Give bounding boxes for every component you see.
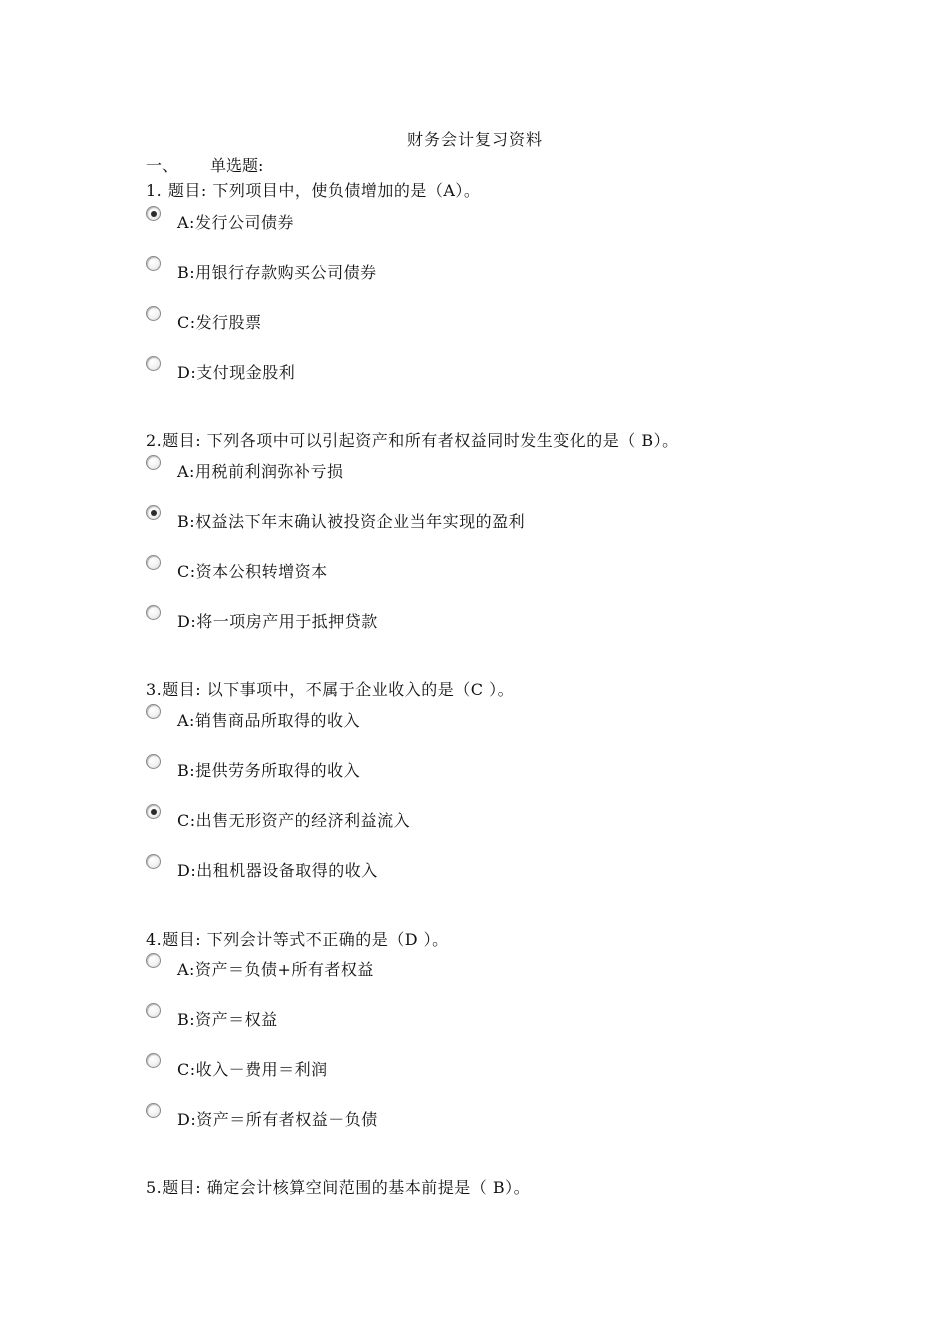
radio-icon[interactable] (146, 555, 161, 570)
option-row[interactable] (146, 1107, 378, 1131)
section-label: 单选题: (210, 156, 264, 175)
question-stem: 3.题目: 以下事项中，不属于企业收入的是（C ）。 (146, 680, 515, 699)
radio-icon[interactable] (146, 605, 161, 620)
radio-icon[interactable] (146, 256, 161, 271)
option-row[interactable] (146, 1057, 328, 1081)
option-row[interactable] (146, 609, 378, 633)
radio-icon[interactable] (146, 953, 161, 968)
document-title: 财务会计复习资料 (406, 130, 543, 149)
option-row[interactable] (146, 1007, 278, 1031)
radio-icon[interactable] (146, 1103, 161, 1118)
option-label: C:收入－费用＝利润 (177, 1060, 328, 1079)
section-heading (146, 153, 263, 176)
option-label: A:资产＝负债+所有者权益 (177, 960, 374, 979)
section-number: 一、 (146, 156, 179, 175)
option-label: D:出租机器设备取得的收入 (177, 861, 378, 880)
radio-icon[interactable] (146, 356, 161, 371)
question-stem: 5.题目: 确定会计核算空间范围的基本前提是（ B）。 (146, 1178, 531, 1197)
option-label: D:资产＝所有者权益－负债 (177, 1110, 378, 1129)
option-row[interactable] (146, 758, 360, 782)
option-label: A:销售商品所取得的收入 (177, 711, 360, 730)
option-label: C:发行股票 (177, 313, 262, 332)
option-label: C:资本公积转增资本 (177, 562, 328, 581)
radio-icon[interactable] (146, 1053, 161, 1068)
option-row[interactable] (146, 210, 294, 234)
option-row[interactable] (146, 559, 328, 583)
radio-checked-icon[interactable] (146, 804, 161, 819)
option-label: B:资产＝权益 (177, 1010, 278, 1029)
radio-icon[interactable] (146, 754, 161, 769)
option-row[interactable] (146, 858, 378, 882)
radio-checked-icon[interactable] (146, 206, 161, 221)
option-row[interactable] (146, 509, 525, 533)
radio-icon[interactable] (146, 854, 161, 869)
option-label: C:出售无形资产的经济利益流入 (177, 811, 411, 830)
option-row[interactable] (146, 260, 377, 284)
option-label: A:用税前利润弥补亏损 (177, 462, 344, 481)
radio-icon[interactable] (146, 306, 161, 321)
question-stem: 4.题目: 下列会计等式不正确的是（D ）。 (146, 930, 449, 949)
question-stem: 2.题目: 下列各项中可以引起资产和所有者权益同时发生变化的是（ B）。 (146, 431, 679, 450)
option-row[interactable] (146, 360, 295, 384)
radio-checked-icon[interactable] (146, 505, 161, 520)
radio-icon[interactable] (146, 1003, 161, 1018)
option-row[interactable] (146, 459, 343, 483)
option-label: A:发行公司债券 (177, 213, 294, 232)
question-stem: 1. 题目: 下列项目中，使负债增加的是（A）。 (146, 181, 481, 200)
option-label: B:用银行存款购买公司债券 (177, 263, 377, 282)
option-label: B:权益法下年末确认被投资企业当年实现的盈利 (177, 512, 526, 531)
option-row[interactable] (146, 310, 262, 334)
radio-icon[interactable] (146, 704, 161, 719)
radio-icon[interactable] (146, 455, 161, 470)
option-label: B:提供劳务所取得的收入 (177, 761, 361, 780)
option-label: D:将一项房产用于抵押贷款 (177, 612, 378, 631)
option-label: D:支付现金股利 (177, 363, 296, 382)
option-row[interactable] (146, 808, 410, 832)
option-row[interactable] (146, 957, 374, 981)
option-row[interactable] (146, 708, 360, 732)
